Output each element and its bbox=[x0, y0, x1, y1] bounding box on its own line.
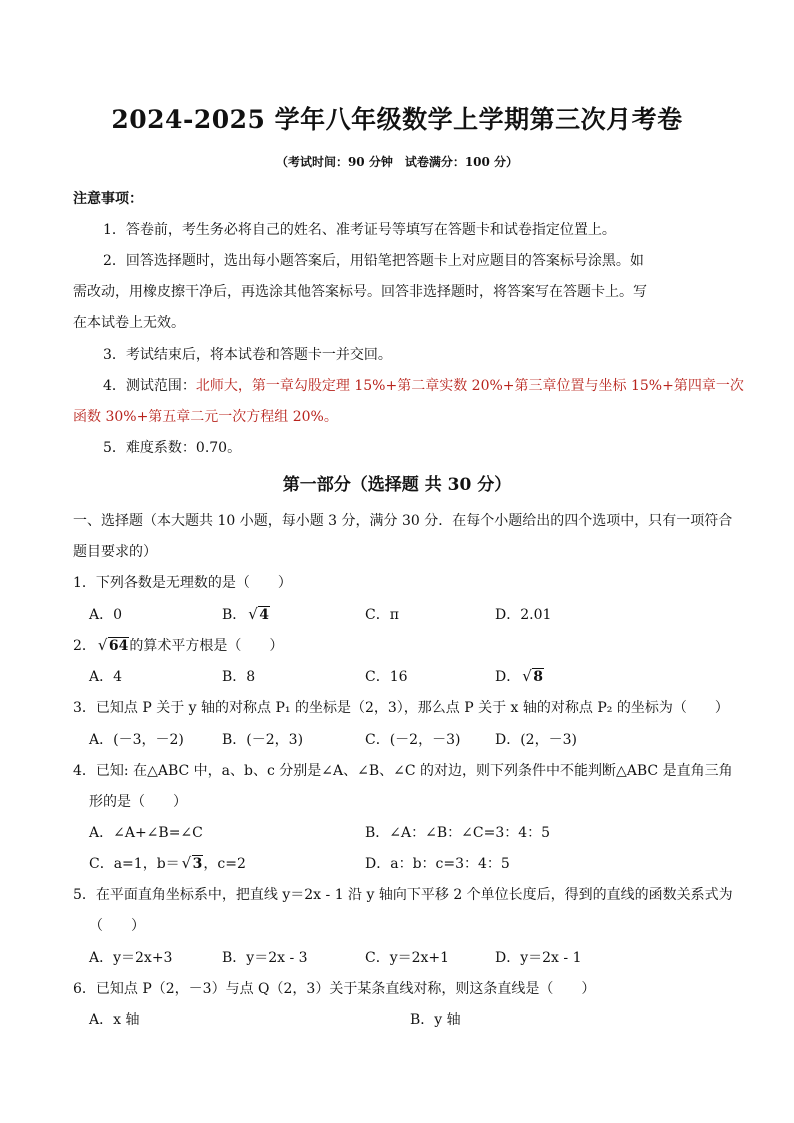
sqrt-symbol: √ 4 bbox=[248, 607, 270, 623]
q3-option-a: A．(－3，－2) bbox=[89, 732, 184, 748]
test-scope bbox=[103, 375, 744, 395]
exam-info: （考试时间：90 分钟 试卷满分：100 分） bbox=[275, 155, 519, 169]
q1-option-b: B．√ 4 bbox=[222, 604, 270, 624]
page-title: 2024-2025 学年八年级数学上学期第三次月考卷 bbox=[111, 105, 683, 134]
notice-item: 3．考试结束后，将本试卷和答题卡一并交回。 bbox=[103, 347, 392, 363]
scope-detail: 函数 30%+第五章二元一次方程组 20%。 bbox=[73, 409, 338, 425]
q5-option-b: B．y＝2x - 3 bbox=[222, 950, 308, 966]
q5-option-d: D．y＝2x - 1 bbox=[495, 950, 582, 966]
q4-option-c: C．a=1，b＝√ 3，c=2 bbox=[89, 853, 246, 873]
question-5-stem: 5．在平面直角坐标系中，把直线 y＝2x - 1 沿 y 轴向下平移 2 个单位长度后，得到的直线的函数关系式为 bbox=[73, 887, 733, 903]
sqrt-symbol: √ 3 bbox=[182, 856, 204, 872]
scope-label: 4．测试范围： bbox=[103, 378, 196, 394]
q2-option-c: C．16 bbox=[365, 669, 408, 685]
q1-option-c: C．π bbox=[365, 607, 399, 623]
q3-option-c: C．(－2，－3) bbox=[365, 732, 461, 748]
q1-option-a: A．0 bbox=[89, 607, 123, 623]
q2-option-b: B．8 bbox=[222, 669, 256, 685]
sqrt-symbol: √ 8 bbox=[522, 669, 544, 685]
section-title: 第一部分（选择题 共 30 分） bbox=[282, 475, 512, 495]
q1-option-d: D．2.01 bbox=[495, 607, 552, 623]
q4-option-a: A．∠A+∠B=∠C bbox=[89, 825, 203, 841]
question-5-stem: （ ） bbox=[89, 918, 145, 934]
sqrt-symbol: √ 64 bbox=[98, 638, 129, 654]
q2-option-d: D．√ 8 bbox=[495, 666, 544, 686]
q5-option-a: A．y＝2x+3 bbox=[89, 950, 173, 966]
notice-heading: 注意事项： bbox=[73, 191, 143, 207]
question-3-stem: 3．已知点 P 关于 y 轴的对称点 P₁ 的坐标是（2，3），那么点 P 关于 x 轴的对称点 P₂ 的坐标为（ ） bbox=[73, 700, 729, 716]
q5-option-c: C．y＝2x+1 bbox=[365, 950, 450, 966]
difficulty: 5．难度系数：0.70。 bbox=[103, 440, 242, 456]
q6-option-b: B．y 轴 bbox=[410, 1012, 461, 1028]
notice-item: 在本试卷上无效。 bbox=[73, 315, 185, 331]
q4-option-d: D．a：b：c=3：4：5 bbox=[365, 856, 510, 872]
question-4-stem: 4．已知: 在△ABC 中，a、b、c 分别是∠A、∠B、∠C 的对边，则下列条件中不能判断△ABC 是直角三角 bbox=[73, 763, 733, 779]
q3-option-b: B．(－2，3) bbox=[222, 732, 304, 748]
q2-option-a: A．4 bbox=[89, 669, 123, 685]
section-description: 一、选择题（本大题共 10 小题，每小题 3 分，满分 30 分．在每个小题给出的四个选项中，只有一项符合 bbox=[73, 513, 733, 529]
question-4-stem: 形的是（ ） bbox=[89, 794, 187, 810]
q3-option-d: D．(2，－3) bbox=[495, 732, 577, 748]
scope-detail: 北师大，第一章勾股定理 15%+第二章实数 20%+第三章位置与坐标 15%+第四章一次 bbox=[195, 378, 744, 394]
q6-option-a: A．x 轴 bbox=[89, 1012, 140, 1028]
question-1-stem: 1．下列各数是无理数的是（ ） bbox=[73, 575, 292, 591]
q4-option-b: B．∠A：∠B：∠C=3：4：5 bbox=[365, 825, 551, 841]
notice-item: 2．回答选择题时，选出每小题答案后，用铅笔把答题卡上对应题目的答案标号涂黑。如 bbox=[103, 253, 644, 269]
question-6-stem: 6．已知点 P（2，－3）与点 Q（2，3）关于某条直线对称，则这条直线是（ ） bbox=[73, 981, 596, 997]
question-2-stem: 2．√ 64的算术平方根是（ ） bbox=[73, 635, 283, 655]
notice-item: 1．答卷前，考生务必将自己的姓名、准考证号等填写在答题卡和试卷指定位置上。 bbox=[103, 222, 616, 238]
section-description: 题目要求的） bbox=[73, 544, 157, 560]
notice-item: 需改动，用橡皮擦干净后，再选涂其他答案标号。回答非选择题时，将答案写在答题卡上。写 bbox=[73, 284, 647, 300]
